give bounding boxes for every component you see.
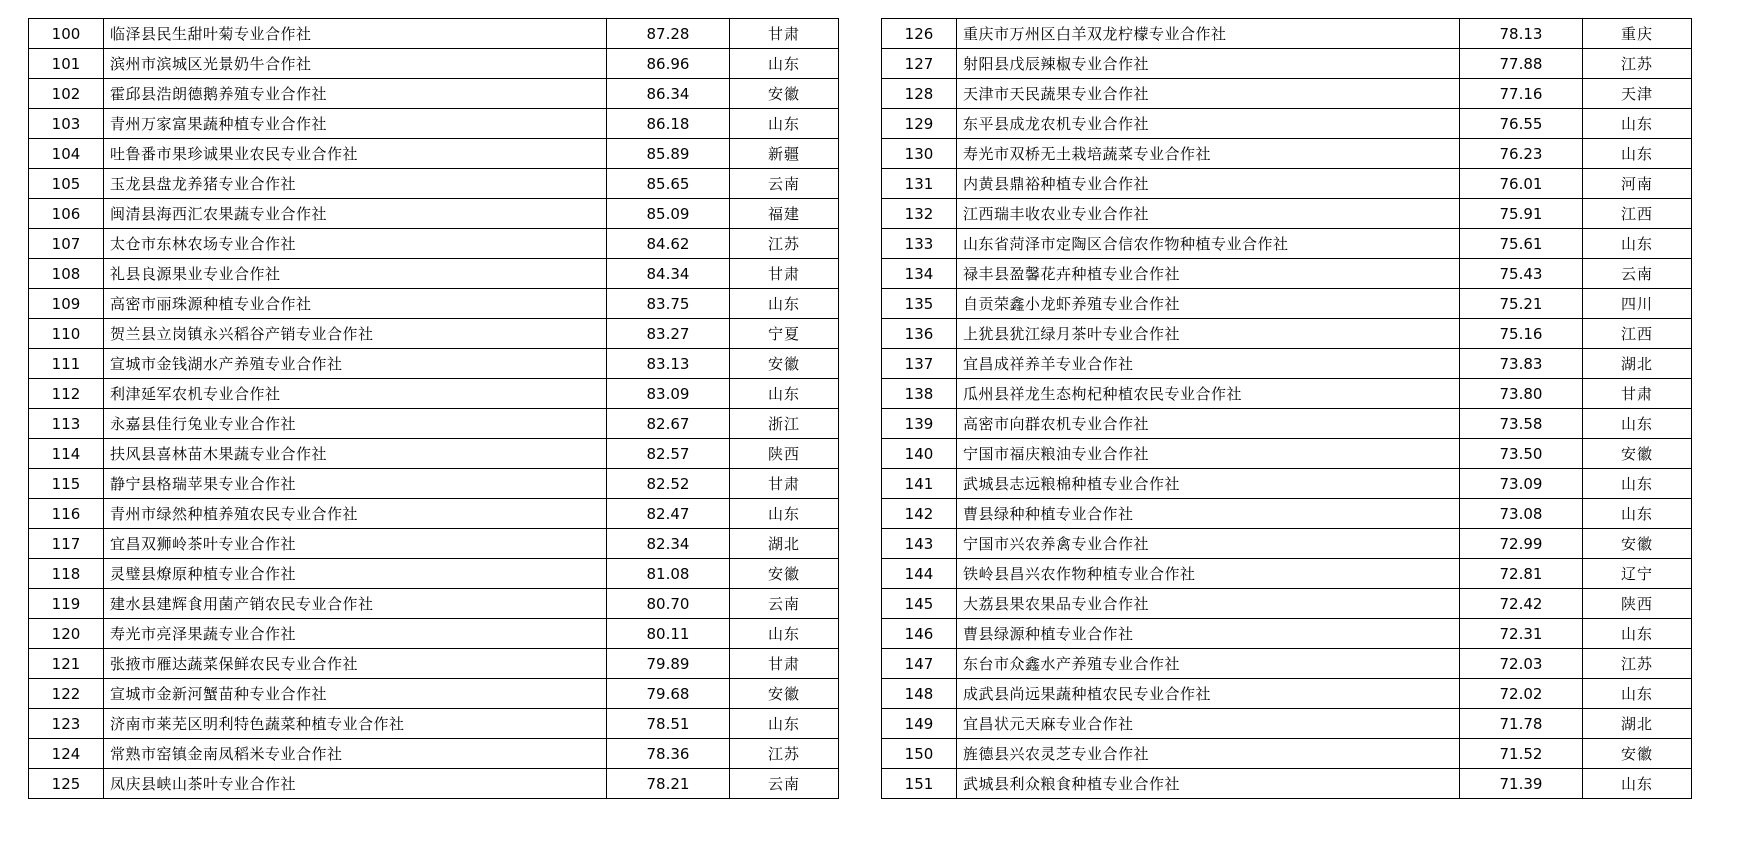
cell-coop-name: 东平县成龙农机专业合作社 [957,109,1460,139]
cell-score: 72.03 [1460,649,1583,679]
cell-rank: 133 [882,229,957,259]
table-row [29,649,839,679]
cell-coop-name: 天津市天民蔬果专业合作社 [957,79,1460,109]
cell-coop-name: 青州万家富果蔬种植专业合作社 [104,109,607,139]
cell-region: 江苏 [1583,49,1692,79]
cell-region: 陕西 [1583,589,1692,619]
table-row [882,739,1692,769]
cell-score: 86.34 [607,79,730,109]
table-row [882,139,1692,169]
cell-coop-name: 武城县志远粮棉种植专业合作社 [957,469,1460,499]
table-row [882,289,1692,319]
cell-rank: 116 [29,499,104,529]
cell-coop-name: 灵璧县燎原种植专业合作社 [104,559,607,589]
cell-coop-name: 礼县良源果业专业合作社 [104,259,607,289]
cell-coop-name: 高密市向群农机专业合作社 [957,409,1460,439]
ranking-table-left [28,18,839,799]
cell-region: 山东 [730,109,839,139]
table-body-left [29,19,839,799]
cell-score: 71.39 [1460,769,1583,799]
cell-region: 山东 [730,499,839,529]
cell-rank: 138 [882,379,957,409]
cell-coop-name: 张掖市雁达蔬菜保鲜农民专业合作社 [104,649,607,679]
table-row [882,229,1692,259]
cell-rank: 145 [882,589,957,619]
cell-score: 78.13 [1460,19,1583,49]
cell-coop-name: 宣城市金钱湖水产养殖专业合作社 [104,349,607,379]
cell-region: 山东 [730,709,839,739]
cell-region: 安徽 [730,79,839,109]
cell-score: 73.83 [1460,349,1583,379]
table-row [29,679,839,709]
table-row [29,709,839,739]
cell-score: 75.16 [1460,319,1583,349]
cell-rank: 106 [29,199,104,229]
cell-rank: 125 [29,769,104,799]
table-row [882,259,1692,289]
cell-coop-name: 扶风县喜林苗木果蔬专业合作社 [104,439,607,469]
cell-score: 79.89 [607,649,730,679]
cell-score: 72.99 [1460,529,1583,559]
cell-coop-name: 瓜州县祥龙生态枸杞种植农民专业合作社 [957,379,1460,409]
table-row [882,109,1692,139]
cell-rank: 117 [29,529,104,559]
cell-region: 新疆 [730,139,839,169]
cell-region: 山东 [1583,229,1692,259]
cell-coop-name: 东台市众鑫水产养殖专业合作社 [957,649,1460,679]
cell-rank: 123 [29,709,104,739]
table-row [882,319,1692,349]
table-row [29,379,839,409]
cell-score: 83.13 [607,349,730,379]
cell-rank: 121 [29,649,104,679]
cell-coop-name: 曹县绿源种植专业合作社 [957,619,1460,649]
table-row [882,409,1692,439]
cell-rank: 139 [882,409,957,439]
cell-region: 山东 [1583,679,1692,709]
cell-coop-name: 济南市莱芜区明利特色蔬菜种植专业合作社 [104,709,607,739]
cell-coop-name: 霍邱县浩朗德鹅养殖专业合作社 [104,79,607,109]
table-row [29,319,839,349]
cell-score: 87.28 [607,19,730,49]
cell-coop-name: 自贡荣鑫小龙虾养殖专业合作社 [957,289,1460,319]
cell-coop-name: 内黄县鼎裕种植专业合作社 [957,169,1460,199]
cell-rank: 136 [882,319,957,349]
cell-score: 82.67 [607,409,730,439]
table-row [29,79,839,109]
table-row [29,589,839,619]
cell-coop-name: 山东省菏泽市定陶区合信农作物种植专业合作社 [957,229,1460,259]
cell-rank: 132 [882,199,957,229]
cell-rank: 149 [882,709,957,739]
table-row [882,709,1692,739]
cell-coop-name: 大荔县果农果品专业合作社 [957,589,1460,619]
table-row [29,199,839,229]
cell-rank: 130 [882,139,957,169]
cell-region: 山东 [1583,139,1692,169]
table-row [882,469,1692,499]
cell-region: 甘肃 [730,19,839,49]
cell-score: 86.96 [607,49,730,79]
cell-score: 83.75 [607,289,730,319]
table-row [29,169,839,199]
cell-coop-name: 常熟市窑镇金南凤稻米专业合作社 [104,739,607,769]
cell-coop-name: 上犹县犹江绿月茶叶专业合作社 [957,319,1460,349]
cell-score: 80.70 [607,589,730,619]
cell-region: 山东 [1583,109,1692,139]
cell-coop-name: 贺兰县立岗镇永兴稻谷产销专业合作社 [104,319,607,349]
cell-region: 甘肃 [730,469,839,499]
cell-region: 重庆 [1583,19,1692,49]
table-row [29,19,839,49]
cell-rank: 109 [29,289,104,319]
cell-score: 75.21 [1460,289,1583,319]
cell-rank: 114 [29,439,104,469]
cell-region: 山东 [1583,769,1692,799]
cell-region: 陕西 [730,439,839,469]
cell-region: 宁夏 [730,319,839,349]
cell-rank: 141 [882,469,957,499]
cell-coop-name: 射阳县戊辰辣椒专业合作社 [957,49,1460,79]
table-row [882,559,1692,589]
table-row [882,49,1692,79]
cell-coop-name: 凤庆县峡山茶叶专业合作社 [104,769,607,799]
cell-score: 72.81 [1460,559,1583,589]
cell-rank: 144 [882,559,957,589]
cell-coop-name: 建水县建辉食用菌产销农民专业合作社 [104,589,607,619]
cell-score: 77.88 [1460,49,1583,79]
cell-region: 安徽 [1583,529,1692,559]
cell-coop-name: 高密市丽珠源种植专业合作社 [104,289,607,319]
cell-coop-name: 宁国市福庆粮油专业合作社 [957,439,1460,469]
cell-rank: 119 [29,589,104,619]
table-row [882,499,1692,529]
cell-region: 山东 [1583,409,1692,439]
cell-coop-name: 铁岭县昌兴农作物种植专业合作社 [957,559,1460,589]
cell-coop-name: 临泽县民生甜叶菊专业合作社 [104,19,607,49]
cell-coop-name: 寿光市亮泽果蔬专业合作社 [104,619,607,649]
cell-score: 71.78 [1460,709,1583,739]
cell-coop-name: 青州市绿然种植养殖农民专业合作社 [104,499,607,529]
cell-rank: 120 [29,619,104,649]
cell-region: 山东 [730,289,839,319]
cell-region: 辽宁 [1583,559,1692,589]
cell-rank: 129 [882,109,957,139]
table-row [29,739,839,769]
cell-rank: 102 [29,79,104,109]
table-row [882,529,1692,559]
cell-region: 山东 [1583,619,1692,649]
table-row [29,349,839,379]
cell-coop-name: 江西瑞丰收农业专业合作社 [957,199,1460,229]
cell-rank: 101 [29,49,104,79]
table-row [29,499,839,529]
table-row [882,169,1692,199]
cell-region: 浙江 [730,409,839,439]
cell-score: 86.18 [607,109,730,139]
cell-score: 73.50 [1460,439,1583,469]
cell-region: 河南 [1583,169,1692,199]
cell-score: 85.09 [607,199,730,229]
table-row [882,19,1692,49]
cell-score: 73.08 [1460,499,1583,529]
cell-region: 山东 [1583,499,1692,529]
cell-region: 甘肃 [1583,379,1692,409]
table-row [882,679,1692,709]
table-row [29,259,839,289]
cell-region: 甘肃 [730,259,839,289]
cell-coop-name: 重庆市万州区白羊双龙柠檬专业合作社 [957,19,1460,49]
cell-region: 安徽 [730,679,839,709]
table-row [29,469,839,499]
table-row [29,229,839,259]
table-row [29,559,839,589]
table-body-right [882,19,1692,799]
cell-region: 甘肃 [730,649,839,679]
cell-region: 湖北 [730,529,839,559]
cell-region: 云南 [730,769,839,799]
cell-score: 78.21 [607,769,730,799]
cell-score: 72.42 [1460,589,1583,619]
table-row [29,619,839,649]
cell-score: 71.52 [1460,739,1583,769]
cell-coop-name: 玉龙县盘龙养猪专业合作社 [104,169,607,199]
cell-rank: 134 [882,259,957,289]
cell-coop-name: 太仓市东林农场专业合作社 [104,229,607,259]
table-row [882,79,1692,109]
cell-coop-name: 武城县利众粮食种植专业合作社 [957,769,1460,799]
cell-coop-name: 宁国市兴农养禽专业合作社 [957,529,1460,559]
cell-coop-name: 吐鲁番市果珍诚果业农民专业合作社 [104,139,607,169]
cell-rank: 147 [882,649,957,679]
cell-region: 湖北 [1583,349,1692,379]
cell-score: 72.02 [1460,679,1583,709]
cell-score: 76.23 [1460,139,1583,169]
cell-rank: 107 [29,229,104,259]
table-row [29,109,839,139]
cell-score: 82.52 [607,469,730,499]
table-row [29,139,839,169]
table-row [882,379,1692,409]
cell-region: 山东 [730,49,839,79]
cell-score: 77.16 [1460,79,1583,109]
cell-region: 安徽 [1583,439,1692,469]
table-row [29,49,839,79]
table-row [882,439,1692,469]
cell-coop-name: 闽清县海西汇农果蔬专业合作社 [104,199,607,229]
cell-rank: 151 [882,769,957,799]
cell-rank: 110 [29,319,104,349]
cell-score: 75.61 [1460,229,1583,259]
cell-coop-name: 宜昌状元天麻专业合作社 [957,709,1460,739]
cell-region: 山东 [730,379,839,409]
cell-region: 山东 [1583,469,1692,499]
cell-region: 云南 [730,589,839,619]
ranking-table-right [881,18,1692,799]
cell-score: 78.51 [607,709,730,739]
cell-region: 云南 [730,169,839,199]
cell-rank: 115 [29,469,104,499]
cell-region: 湖北 [1583,709,1692,739]
cell-region: 四川 [1583,289,1692,319]
cell-region: 云南 [1583,259,1692,289]
cell-score: 85.65 [607,169,730,199]
cell-score: 82.57 [607,439,730,469]
cell-region: 天津 [1583,79,1692,109]
cell-score: 76.01 [1460,169,1583,199]
cell-rank: 137 [882,349,957,379]
cell-score: 72.31 [1460,619,1583,649]
cell-region: 江苏 [1583,649,1692,679]
cell-score: 73.09 [1460,469,1583,499]
cell-score: 78.36 [607,739,730,769]
table-row [29,769,839,799]
table-row [882,769,1692,799]
cell-coop-name: 滨州市滨城区光景奶牛合作社 [104,49,607,79]
cell-region: 安徽 [730,349,839,379]
table-row [29,529,839,559]
cell-region: 安徽 [730,559,839,589]
cell-rank: 104 [29,139,104,169]
table-row [29,409,839,439]
table-row [29,289,839,319]
cell-coop-name: 宣城市金新河蟹苗种专业合作社 [104,679,607,709]
cell-score: 75.43 [1460,259,1583,289]
cell-rank: 127 [882,49,957,79]
table-row [882,199,1692,229]
cell-rank: 112 [29,379,104,409]
table-row [882,589,1692,619]
cell-rank: 111 [29,349,104,379]
table-row [882,619,1692,649]
cell-score: 75.91 [1460,199,1583,229]
cell-score: 81.08 [607,559,730,589]
cell-score: 84.34 [607,259,730,289]
table-row [882,649,1692,679]
cell-coop-name: 旌德县兴农灵芝专业合作社 [957,739,1460,769]
cell-coop-name: 利津延军农机专业合作社 [104,379,607,409]
cell-score: 73.80 [1460,379,1583,409]
cell-region: 江苏 [730,739,839,769]
cell-coop-name: 静宁县格瑞苹果专业合作社 [104,469,607,499]
cell-score: 83.09 [607,379,730,409]
cell-score: 80.11 [607,619,730,649]
cell-coop-name: 曹县绿种种植专业合作社 [957,499,1460,529]
cell-region: 福建 [730,199,839,229]
cell-score: 79.68 [607,679,730,709]
cell-rank: 150 [882,739,957,769]
cell-rank: 142 [882,499,957,529]
cell-rank: 146 [882,619,957,649]
cell-score: 76.55 [1460,109,1583,139]
cell-coop-name: 永嘉县佳行兔业专业合作社 [104,409,607,439]
cell-rank: 126 [882,19,957,49]
cell-score: 84.62 [607,229,730,259]
cell-coop-name: 成武县尚远果蔬种植农民专业合作社 [957,679,1460,709]
cell-region: 江西 [1583,199,1692,229]
cell-rank: 105 [29,169,104,199]
cell-coop-name: 禄丰县盈馨花卉种植专业合作社 [957,259,1460,289]
cell-rank: 100 [29,19,104,49]
cell-coop-name: 宜昌双狮岭茶叶专业合作社 [104,529,607,559]
cell-coop-name: 宜昌成祥养羊专业合作社 [957,349,1460,379]
cell-rank: 148 [882,679,957,709]
cell-rank: 128 [882,79,957,109]
cell-rank: 143 [882,529,957,559]
cell-region: 江苏 [730,229,839,259]
cell-score: 73.58 [1460,409,1583,439]
cell-rank: 103 [29,109,104,139]
cell-rank: 135 [882,289,957,319]
cell-rank: 113 [29,409,104,439]
cell-region: 江西 [1583,319,1692,349]
cell-rank: 131 [882,169,957,199]
table-row [882,349,1692,379]
cell-rank: 122 [29,679,104,709]
cell-region: 山东 [730,619,839,649]
cell-rank: 118 [29,559,104,589]
cell-score: 83.27 [607,319,730,349]
cell-region: 安徽 [1583,739,1692,769]
cell-coop-name: 寿光市双桥无土栽培蔬菜专业合作社 [957,139,1460,169]
cell-rank: 124 [29,739,104,769]
cell-rank: 108 [29,259,104,289]
cell-rank: 140 [882,439,957,469]
cell-score: 85.89 [607,139,730,169]
cell-score: 82.34 [607,529,730,559]
table-row [29,439,839,469]
cell-score: 82.47 [607,499,730,529]
